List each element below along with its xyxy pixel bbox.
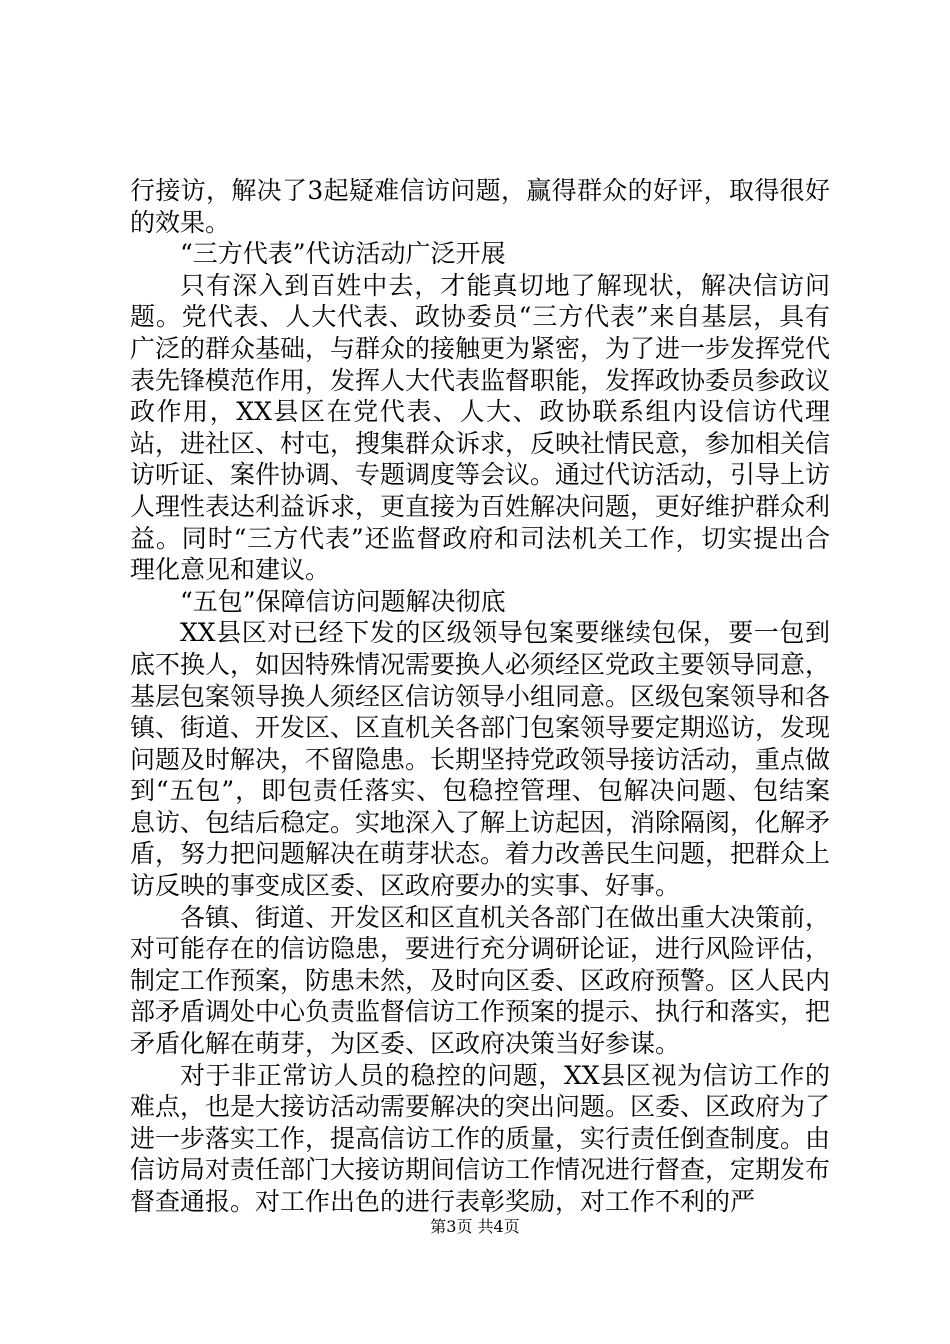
paragraph-abnormal-petitions: 对于非正常访人员的稳控的问题，XX县区视为信访工作的难点，也是大接访活动需要解决的突出问题。区委、区政府为了进一步落实工作，提高信访工作的质量，实行责任倒查制度。由信访局对责任部门大接访期间信访工作情况进行督查，定期发布督查通报。对工作出色的进行表彰奖励，对工作不利的严 [130,1060,831,1216]
paragraph-continuation: 行接访，解决了3起疑难信访问题，赢得群众的好评，取得很好的效果。 [130,176,830,237]
section-heading-three-representatives: “三方代表”代访活动广泛开展 [180,239,506,269]
document-body [130,175,830,1218]
paragraph-three-representatives: 只有深入到百姓中去，才能真切地了解现状，解决信访问题。党代表、人大代表、政协委员“三方代表”来自基层，具有广泛的群众基础，与群众的接触更为紧密，为了进一步发挥党代表先锋模范作用，发挥人大代表监督职能，发挥政协委员参政议政作用，XX县区在党代表、人大、政协联系组内设信访代理站，进社区、村屯，搜集群众诉求，反映社情民意，参加相关信访听证、案件协调、专题调度等会议。通过代访活动，引导上访人理性表达利益诉求，更直接为百姓解决问题，更好维护群众利益。同时“三方代表”还监督政府和司法机关工作，切实提出合理化意见和建议。 [130,270,831,585]
paragraph-five-guarantees: XX县区对已经下发的区级领导包案要继续包保，要一包到底不换人，如因特殊情况需要换人必须经区党政主要领导同意，基层包案领导换人须经区信访领导小组同意。区级包案领导和各镇、街道、开发区、区直机关各部门包案领导要定期巡访，发现问题及时解决，不留隐患。长期坚持党政领导接访活动，重点做到“五包”，即包责任落实、包稳控管理、包解决问题、包结案息访、包结后稳定。实地深入了解上访起因，消除隔阂，化解矛盾，努力把问题解决在萌芽状态。着力改善民生问题，把群众上访反映的事变成区委、区政府要办的实事、好事。 [130,618,831,901]
page-footer: 第3页 共4页 [430,1217,520,1236]
section-heading-five-guarantees: “五包”保障信访问题解决彻底 [180,586,506,616]
paragraph-major-decisions: 各镇、街道、开发区和区直机关各部门在做出重大决策前，对可能存在的信访隐患，要进行充分调研论证，进行风险评估，制定工作预案，防患未然，及时向区委、区政府预警。区人民内部矛盾调处中心负责监督信访工作预案的提示、执行和落实，把矛盾化解在萌芽，为区委、区政府决策当好参谋。 [130,902,831,1059]
